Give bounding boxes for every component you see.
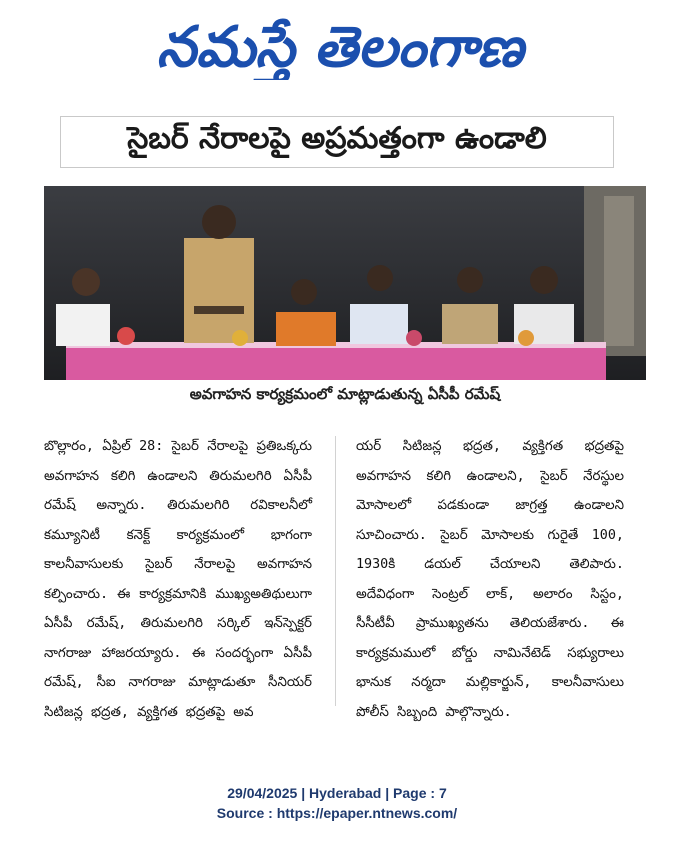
- masthead-logo-graphic: [120, 8, 560, 80]
- photo-caption-text: అవగాహన కార్యక్రమంలో మాట్లాడుతున్న ఏసీపీ రమేష్: [189, 385, 501, 403]
- headline-box: [60, 116, 614, 168]
- article-column-left: బొల్లారం, ఏప్రిల్ 28: సైబర్ నేరాలపై ప్రతిఒక్కరు అవగాహన కలిగి ఉండాలని తిరుమలగిరి ఏసీపీ రమేష్ అన్నారు. తిరుమలగిరి రవికాలనీలో కమ్యూనిటీ కనెక్ట్ కార్యక్రమంలో భాగంగా కాలనీవాసులకు సైబర్ నేరాలపై అవగాహన కల్పించారు. ఈ కార్యక్రమానికి ముఖ్యఅతిథులుగా ఏసీపీ రమేష్, తిరుమలగిరి సర్కిల్ ఇన్‌స్పెక్టర్ నాగరాజు హాజరయ్యారు. ఈ సందర్భంగా ఏసీపీ రమేష్, సీఐ నాగరాజు మాట్లాడుతూ సీనియర్ సిటిజన్ల భద్రత, వ్యక్తిగత భద్రతపై అవ: [44, 439, 312, 720]
- masthead-title: నమస్తే తెలంగాణ: [156, 15, 524, 80]
- photo-caption: [44, 380, 646, 412]
- column-divider: [335, 436, 336, 706]
- article-body: [44, 422, 624, 720]
- news-photo: [44, 186, 646, 380]
- footer-date-line: 29/04/2025 | Hyderabad | Page : 7: [227, 785, 447, 801]
- event-photo-icon: [44, 186, 646, 380]
- article-column-right: యర్ సిటిజన్ల భద్రత, వ్యక్తిగత భద్రతపై అవగాహన కలిగి ఉండాలని, సైబర్ నేరస్థుల మోసాలలో పడకుండా జాగ్రత్త ఉండాలని సూచించారు. సైబర్ మోసాలకు గురైతే 100, 1930కి డయల్ చేయాలని తెలిపారు. అదేవిధంగా సెంట్రల్ లాక్, అలారం సిస్టం, సీసీటీవీ ప్రాముఖ్యతను తెలియజేశారు. ఈ కార్యక్రమములో బోర్డు నామినేటెడ్ సభ్యురాలు భానుక నర్మదా మల్లికార్జున్, కాలనీవాసులు పోలీస్ సిబ్బంది పాల్గొన్నారు.: [356, 439, 624, 720]
- masthead-logo: [120, 8, 560, 80]
- headline: సైబర్ నేరాలపై అప్రమత్తంగా ఉండాలి: [127, 121, 547, 156]
- footer-source-line: Source : https://epaper.ntnews.com/: [216, 805, 458, 821]
